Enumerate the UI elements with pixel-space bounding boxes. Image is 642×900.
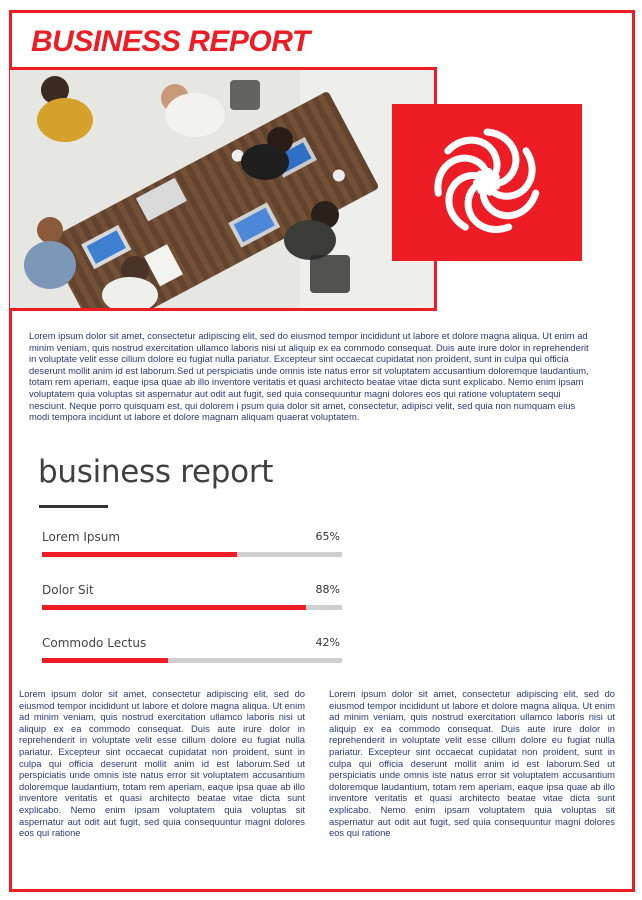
intro-paragraph: Lorem ipsum dolor sit amet, consectetur adipiscing elit, sed do eiusmod tempor incididunt ut labore et dolore magna aliqua. Ut enim ad minim veniam, quis nostrud exercitation ullamco laboris nisi ut aliquip ex ea commodo consequat. Duis aute irure dolor in reprehenderit in voluptate velit esse cillum dolore eu fugiat nulla pariatur. Excepteur sint occaecat cupidatat non proident, sunt in culpa qui officia deserunt mollit anim id est laborum.Sed ut perspiciatis unde omnis iste natus error sit voluptatem accusantium doloremque laudantium, totam rem aperiam, eaque ipsa quae ab illo inventore veritatis et quasi architecto beatae vitae dicta sunt explicabo. Nemo enim ipsam voluptatem quia voluptas sit aspernatur aut odit aut fugit, sed quia consequuntur magni dolores eos qui ratione voluptatem sequi nesciunt. Neque porro quisquam est, qui dolorem i psum quia dolor sit amet, consectetur, adipisci velit, sed quia non numquam eius modi tempora incidunt ut labore et dolore magnam aliquam quaerat voluptatem.	[29, 330, 589, 423]
progress-track	[42, 605, 342, 610]
progress-track	[42, 552, 342, 557]
body-column-left: Lorem ipsum dolor sit amet, consectetur adipiscing elit, sed do eiusmod tempor incididunt ut labore et dolore magna aliqua. Ut enim ad minim veniam, quis nostrud exercitation ullamco laboris nisi ut aliquip ex ea commodo consequat. Duis aute irure dolor in reprehenderit in voluptate velit esse cillum dolore eu fugiat nulla pariatur. Excepteur sint occaecat cupidatat non proident, sunt in culpa qui officia deserunt mollit anim id est laborum.Sed ut perspiciatis unde omnis iste natus error sit voluptatem accusantium doloremque laudantium, totam rem aperiam, eaque ipsa quae ab illo inventore veritatis et quasi architecto beatae vitae dicta sunt explicabo. Nemo enim ipsam voluptatem quia voluptas sit aspernatur aut odit aut fugit, sed quia consequuntur magni dolores eos qui ratione	[19, 688, 305, 839]
star-knot-logo-icon	[392, 104, 582, 261]
stat-value: 88%	[315, 583, 340, 596]
stat-label: Dolor Sit	[42, 583, 94, 597]
stat-value: 42%	[315, 636, 340, 649]
meeting-photo	[10, 67, 437, 311]
page-title: BUSINESS REPORT	[31, 25, 310, 58]
stat-label: Lorem Ipsum	[42, 530, 121, 544]
logo-block	[392, 104, 582, 261]
stat-label: Commodo Lectus	[42, 636, 147, 650]
body-column-right: Lorem ipsum dolor sit amet, consectetur adipiscing elit, sed do eiusmod tempor incididunt ut labore et dolore magna aliqua. Ut enim ad minim veniam, quis nostrud exercitation ullamco laboris nisi ut aliquip ex ea commodo consequat. Duis aute irure dolor in reprehenderit in voluptate velit esse cillum dolore eu fugiat nulla pariatur. Excepteur sint occaecat cupidatat non proident, sunt in culpa qui officia deserunt mollit anim id est laborum.Sed ut perspiciatis unde omnis iste natus error sit voluptatem accusantium doloremque laudantium, totam rem aperiam, eaque ipsa quae ab illo inventore veritatis et quasi architecto beatae vitae dicta sunt explicabo. Nemo enim ipsam voluptatem quia voluptas sit aspernatur aut odit aut fugit, sed quia consequuntur magni dolores eos qui ratione	[329, 688, 615, 839]
section-heading: business report	[38, 454, 274, 490]
meeting-photo-illustration	[10, 70, 434, 308]
stat-value: 65%	[315, 530, 340, 543]
progress-fill	[42, 552, 237, 557]
progress-fill	[42, 658, 168, 663]
progress-fill	[42, 605, 306, 610]
heading-underline	[39, 505, 108, 508]
progress-track	[42, 658, 342, 663]
